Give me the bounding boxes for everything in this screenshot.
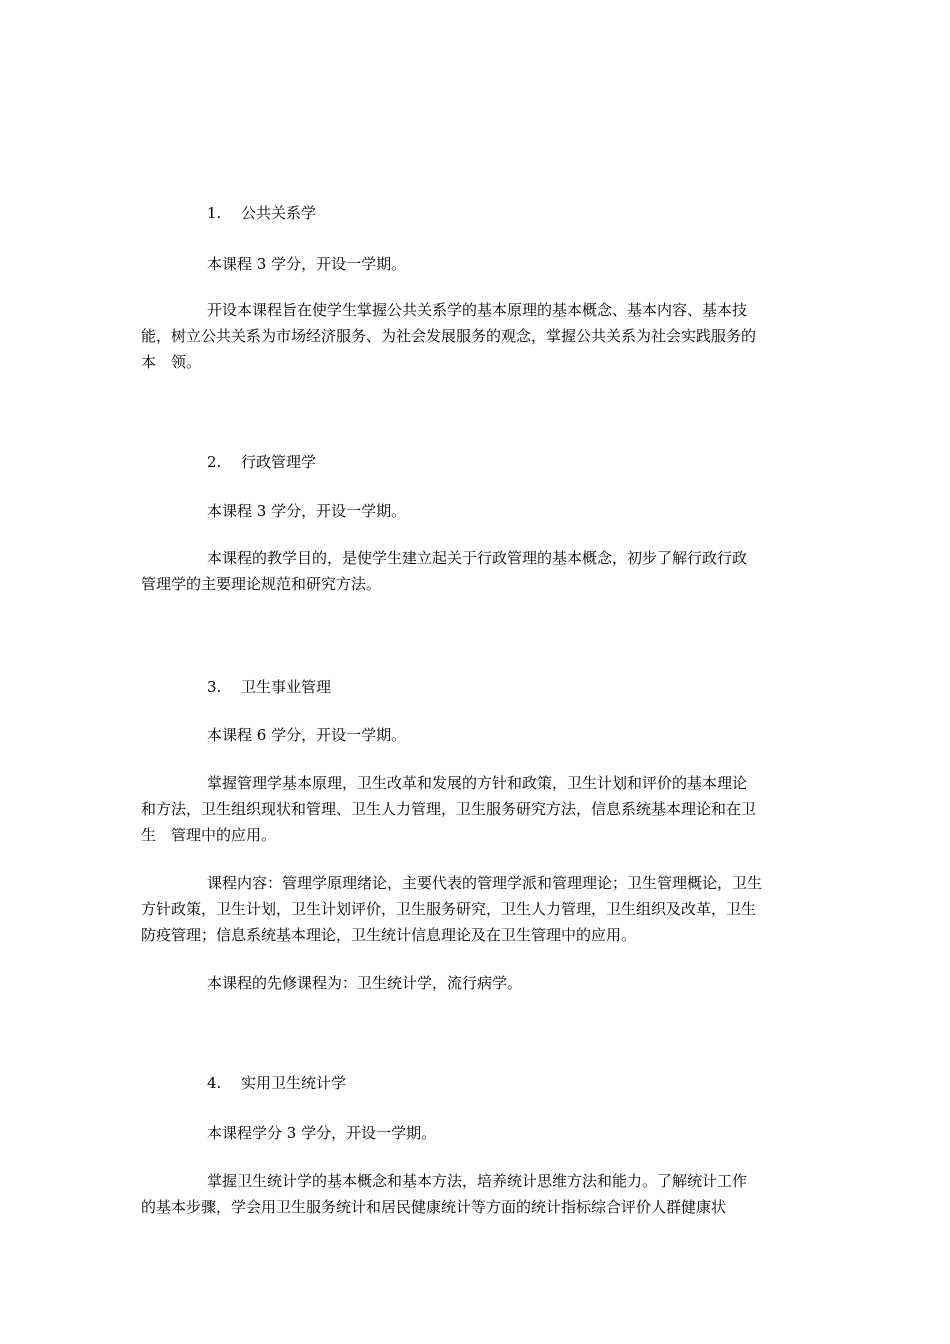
paragraph-line: 课程内容：管理学原理绪论，主要代表的管理学派和管理理论；卫生管理概论，卫生 xyxy=(207,874,763,892)
section-title: 行政管理学 xyxy=(241,453,317,471)
section-heading-2 xyxy=(207,452,821,472)
paragraph-line: 开设本课程旨在使学生掌握公共关系学的基本原理的基本概念、基本内容、基本技 xyxy=(207,301,748,319)
section-title: 公共关系学 xyxy=(241,204,317,222)
section-number: 3. xyxy=(207,678,222,696)
section-heading-1 xyxy=(207,203,821,223)
paragraph-line: 的基本步骤，学会用卫生服务统计和居民健康统计等方面的统计指标综合评价人群健康状 xyxy=(141,1198,727,1216)
section-heading-4 xyxy=(207,1073,821,1093)
section-number: 1. xyxy=(207,204,222,222)
section-credit: 本课程 3 学分，开设一学期。 xyxy=(207,502,407,520)
paragraph-line: 管理学的主要理论规范和研究方法。 xyxy=(141,575,382,593)
section-title: 卫生事业管理 xyxy=(241,678,332,696)
paragraph-line: 本 领。 xyxy=(141,353,202,371)
paragraph-line: 能，树立公共关系为市场经济服务、为社会发展服务的观念，掌握公共关系为社会实践服务的 xyxy=(141,327,757,345)
paragraph-line: 方针政策，卫生计划，卫生计划评价，卫生服务研究，卫生人力管理，卫生组织及改革，卫生 xyxy=(141,900,757,918)
section-number: 4. xyxy=(207,1074,222,1092)
paragraph-line: 和方法，卫生组织现状和管理、卫生人力管理，卫生服务研究方法，信息系统基本理论和在卫 xyxy=(141,800,757,818)
section-number: 2. xyxy=(207,453,222,471)
section-prereq: 本课程的先修课程为：卫生统计学，流行病学。 xyxy=(207,974,523,992)
paragraph-line: 掌握卫生统计学的基本概念和基本方法，培养统计思维方法和能力。了解统计工作 xyxy=(207,1172,748,1190)
section-credit: 本课程 6 学分，开设一学期。 xyxy=(207,726,407,744)
section-credit: 本课程 3 学分，开设一学期。 xyxy=(207,255,407,273)
section-heading-3 xyxy=(207,677,821,697)
paragraph-line: 掌握管理学基本原理，卫生改革和发展的方针和政策，卫生计划和评价的基本理论 xyxy=(207,774,748,792)
section-credit: 本课程学分 3 学分，开设一学期。 xyxy=(207,1124,437,1142)
paragraph-line: 防疫管理；信息系统基本理论，卫生统计信息理论及在卫生管理中的应用。 xyxy=(141,926,637,944)
paragraph-line: 生 管理中的应用。 xyxy=(141,826,277,844)
section-title: 实用卫生统计学 xyxy=(241,1074,347,1092)
paragraph-line: 本课程的教学目的，是使学生建立起关于行政管理的基本概念，初步了解行政行政 xyxy=(207,549,748,567)
